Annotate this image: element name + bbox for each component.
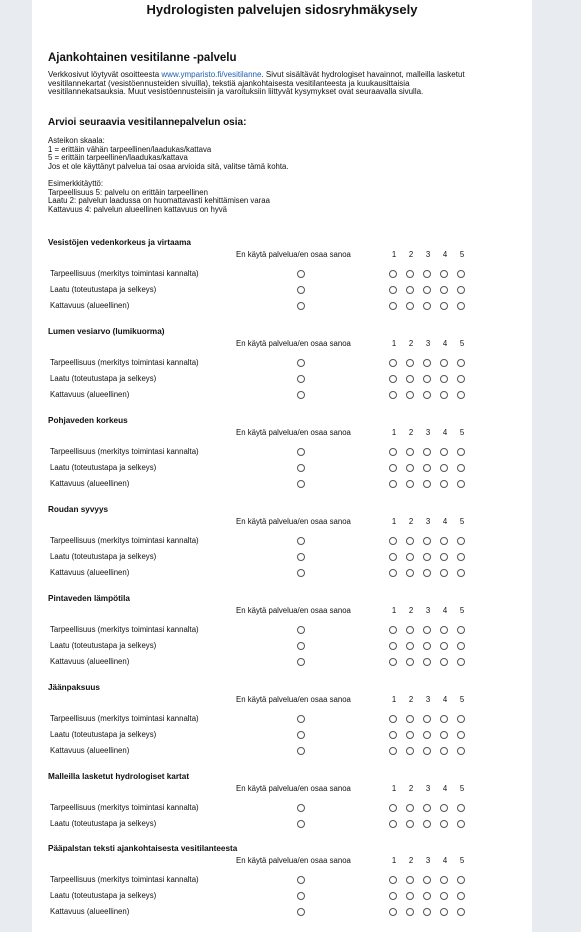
rating-row-label: Kattavuus (alueellinen) — [50, 479, 130, 488]
rating-3-radio-icon[interactable] — [423, 658, 431, 666]
survey-page — [32, 0, 532, 932]
rating-row-label: Tarpeellisuus (merkitys toimintasi kannalta) — [50, 625, 199, 634]
rating-2-radio-icon[interactable] — [406, 908, 414, 916]
rating-4-radio-icon[interactable] — [440, 892, 448, 900]
no-opinion-radio-icon[interactable] — [297, 569, 305, 577]
rating-5-radio-icon[interactable] — [457, 480, 465, 488]
rating-4-radio-icon[interactable] — [440, 359, 448, 367]
example-line: Kattavuus 4: palvelun alueellinen kattavuus on hyvä — [48, 204, 228, 214]
rating-row-label: Laatu (toteutustapa ja selkeys) — [50, 819, 157, 828]
rating-3-radio-icon[interactable] — [423, 892, 431, 900]
rating-row — [48, 801, 478, 815]
no-opinion-radio-icon[interactable] — [297, 804, 305, 812]
rating-5-radio-icon[interactable] — [457, 391, 465, 399]
rating-2-radio-icon[interactable] — [406, 569, 414, 577]
rating-row — [48, 728, 478, 742]
rating-1-radio-icon[interactable] — [389, 464, 397, 472]
rating-5-radio-icon[interactable] — [457, 448, 465, 456]
no-opinion-radio-icon[interactable] — [297, 876, 305, 884]
scale-number-header: 4 — [442, 517, 448, 526]
rating-2-radio-icon[interactable] — [406, 375, 414, 383]
section-title: Roudan syvyys — [48, 505, 109, 514]
rating-1-radio-icon[interactable] — [389, 731, 397, 739]
rating-row — [48, 873, 478, 887]
rating-1-radio-icon[interactable] — [389, 715, 397, 723]
rating-2-radio-icon[interactable] — [406, 804, 414, 812]
rating-4-radio-icon[interactable] — [440, 658, 448, 666]
rating-4-radio-icon[interactable] — [440, 448, 448, 456]
rating-4-radio-icon[interactable] — [440, 820, 448, 828]
scale-number-header: 2 — [408, 339, 414, 348]
intro-after-link: . Sivut sisältävät hydrologiset havainnot, malleilla lasketut vesitilannekartat (vesistöennusteiden sivuilla), tekstiä ajankohtaisesta vesitilanteesta ja kuukausittaisia vesitilannekatsauksia. Muut vesistöennusteisiin ja varoituksiin liittyvät kysymykset ovat seuraavalla sivulla. — [48, 70, 465, 97]
rating-5-radio-icon[interactable] — [457, 892, 465, 900]
rating-row-label: Kattavuus (alueellinen) — [50, 301, 130, 310]
no-opinion-radio-icon[interactable] — [297, 908, 305, 916]
scale-number-header: 1 — [391, 517, 397, 526]
scale-line: 5 = erittäin tarpeellinen/laadukas/kattava — [48, 153, 188, 163]
section-title: Jäänpaksuus — [48, 683, 100, 692]
rating-2-radio-icon[interactable] — [406, 553, 414, 561]
no-opinion-radio-icon[interactable] — [297, 302, 305, 310]
rating-5-radio-icon[interactable] — [457, 286, 465, 294]
scale-number-header: 1 — [391, 606, 397, 615]
rating-1-radio-icon[interactable] — [389, 876, 397, 884]
no-opinion-column-header: En käytä palvelua/en osaa sanoa — [236, 250, 351, 259]
rating-4-radio-icon[interactable] — [440, 553, 448, 561]
no-opinion-radio-icon[interactable] — [297, 464, 305, 472]
rating-2-radio-icon[interactable] — [406, 642, 414, 650]
rating-2-radio-icon[interactable] — [406, 715, 414, 723]
rating-row-label: Tarpeellisuus (merkitys toimintasi kannalta) — [50, 803, 199, 812]
rating-4-radio-icon[interactable] — [440, 391, 448, 399]
scale-number-header: 5 — [459, 695, 465, 704]
rating-5-radio-icon[interactable] — [457, 375, 465, 383]
rating-row — [48, 477, 478, 491]
section-title: Malleilla lasketut hydrologiset kartat — [48, 772, 190, 781]
rating-3-radio-icon[interactable] — [423, 302, 431, 310]
scale-number-header: 5 — [459, 784, 465, 793]
scale-number-header: 5 — [459, 250, 465, 259]
scale-number-header: 5 — [459, 339, 465, 348]
rating-row — [48, 655, 478, 669]
rating-4-radio-icon[interactable] — [440, 715, 448, 723]
rating-2-radio-icon[interactable] — [406, 480, 414, 488]
rating-row-label: Laatu (toteutustapa ja selkeys) — [50, 374, 157, 383]
rating-1-radio-icon[interactable] — [389, 359, 397, 367]
scale-number-header: 4 — [442, 250, 448, 259]
rating-5-radio-icon[interactable] — [457, 908, 465, 916]
rating-row — [48, 283, 478, 297]
rating-5-radio-icon[interactable] — [457, 537, 465, 545]
rating-1-radio-icon[interactable] — [389, 642, 397, 650]
rating-5-radio-icon[interactable] — [457, 626, 465, 634]
rating-row — [48, 905, 478, 919]
no-opinion-radio-icon[interactable] — [297, 747, 305, 755]
rating-1-radio-icon[interactable] — [389, 908, 397, 916]
scale-number-header: 3 — [425, 606, 431, 615]
rating-4-radio-icon[interactable] — [440, 908, 448, 916]
rating-5-radio-icon[interactable] — [457, 804, 465, 812]
rating-4-radio-icon[interactable] — [440, 626, 448, 634]
no-opinion-radio-icon[interactable] — [297, 820, 305, 828]
rating-5-radio-icon[interactable] — [457, 642, 465, 650]
example-line: Tarpeellisuus 5: palvelu on erittäin tarpeellinen — [48, 187, 208, 197]
rating-1-radio-icon[interactable] — [389, 747, 397, 755]
scale-number-header: 2 — [408, 517, 414, 526]
rating-3-radio-icon[interactable] — [423, 715, 431, 723]
rating-row-label: Laatu (toteutustapa ja selkeys) — [50, 285, 157, 294]
no-opinion-radio-icon[interactable] — [297, 731, 305, 739]
no-opinion-radio-icon[interactable] — [297, 480, 305, 488]
rating-row-label: Kattavuus (alueellinen) — [50, 390, 130, 399]
no-opinion-radio-icon[interactable] — [297, 375, 305, 383]
scale-number-header: 2 — [408, 695, 414, 704]
rating-3-radio-icon[interactable] — [423, 270, 431, 278]
rating-2-radio-icon[interactable] — [406, 537, 414, 545]
rating-5-radio-icon[interactable] — [457, 359, 465, 367]
no-opinion-radio-icon[interactable] — [297, 553, 305, 561]
section-title: Lumen vesiarvo (lumikuorma) — [48, 327, 165, 336]
no-opinion-radio-icon[interactable] — [297, 359, 305, 367]
rating-row-label: Kattavuus (alueellinen) — [50, 657, 130, 666]
scale-line: 1 = erittäin vähän tarpeellinen/laadukas/kattava — [48, 144, 212, 154]
rating-1-radio-icon[interactable] — [389, 569, 397, 577]
no-opinion-column-header: En käytä palvelua/en osaa sanoa — [236, 606, 351, 615]
scale-number-header: 3 — [425, 428, 431, 437]
no-opinion-radio-icon[interactable] — [297, 658, 305, 666]
section-title: Pääpalstan teksti ajankohtaisesta vesitilanteesta — [48, 844, 238, 853]
section-title: Pintaveden lämpötila — [48, 594, 130, 603]
scale-number-header: 5 — [459, 517, 465, 526]
rating-2-radio-icon[interactable] — [406, 892, 414, 900]
rating-3-radio-icon[interactable] — [423, 820, 431, 828]
rating-3-radio-icon[interactable] — [423, 731, 431, 739]
scale-instructions — [48, 137, 488, 214]
scale-number-header: 1 — [391, 428, 397, 437]
rating-2-radio-icon[interactable] — [406, 626, 414, 634]
no-opinion-radio-icon[interactable] — [297, 715, 305, 723]
rating-1-radio-icon[interactable] — [389, 391, 397, 399]
rating-5-radio-icon[interactable] — [457, 464, 465, 472]
no-opinion-radio-icon[interactable] — [297, 626, 305, 634]
rating-2-radio-icon[interactable] — [406, 820, 414, 828]
rating-4-radio-icon[interactable] — [440, 480, 448, 488]
no-opinion-radio-icon[interactable] — [297, 448, 305, 456]
rating-row — [48, 639, 478, 653]
rating-4-radio-icon[interactable] — [440, 375, 448, 383]
rating-1-radio-icon[interactable] — [389, 375, 397, 383]
no-opinion-column-header: En käytä palvelua/en osaa sanoa — [236, 517, 351, 526]
section-title: Vesistöjen vedenkorkeus ja virtaama — [48, 238, 191, 247]
rating-row-label: Kattavuus (alueellinen) — [50, 746, 130, 755]
rating-2-radio-icon[interactable] — [406, 747, 414, 755]
section-title: Pohjaveden korkeus — [48, 416, 128, 425]
scale-number-header: 2 — [408, 250, 414, 259]
rating-3-radio-icon[interactable] — [423, 569, 431, 577]
rating-3-radio-icon[interactable] — [423, 286, 431, 294]
rating-row-label: Tarpeellisuus (merkitys toimintasi kannalta) — [50, 875, 199, 884]
scale-line: Asteikon skaala: — [48, 136, 105, 145]
rating-4-radio-icon[interactable] — [440, 270, 448, 278]
scale-number-header: 2 — [408, 784, 414, 793]
scale-number-header: 1 — [391, 784, 397, 793]
no-opinion-column-header: En käytä palvelua/en osaa sanoa — [236, 784, 351, 793]
scale-number-header: 1 — [391, 856, 397, 865]
rating-row — [48, 712, 478, 726]
rating-4-radio-icon[interactable] — [440, 464, 448, 472]
rating-3-radio-icon[interactable] — [423, 553, 431, 561]
rating-5-radio-icon[interactable] — [457, 820, 465, 828]
rating-4-radio-icon[interactable] — [440, 731, 448, 739]
scale-number-header: 5 — [459, 606, 465, 615]
scale-line: Jos et ole käyttänyt palvelua tai osaa arvioida sitä, valitse tämä kohta. — [48, 161, 289, 171]
rating-1-radio-icon[interactable] — [389, 820, 397, 828]
rating-row — [48, 744, 478, 758]
rating-4-radio-icon[interactable] — [440, 876, 448, 884]
rating-2-radio-icon[interactable] — [406, 876, 414, 884]
scale-number-header: 4 — [442, 695, 448, 704]
rating-2-radio-icon[interactable] — [406, 302, 414, 310]
rating-row — [48, 817, 478, 831]
no-opinion-radio-icon[interactable] — [297, 391, 305, 399]
rating-row-label: Kattavuus (alueellinen) — [50, 568, 130, 577]
rating-row-label: Tarpeellisuus (merkitys toimintasi kannalta) — [50, 714, 199, 723]
rating-3-radio-icon[interactable] — [423, 464, 431, 472]
rating-3-radio-icon[interactable] — [423, 480, 431, 488]
rating-4-radio-icon[interactable] — [440, 302, 448, 310]
rating-row-label: Kattavuus (alueellinen) — [50, 907, 130, 916]
scale-number-header: 5 — [459, 856, 465, 865]
evaluate-heading: Arvioi seuraavia vesitilannepalvelun osia: — [48, 117, 247, 128]
scale-number-header: 3 — [425, 784, 431, 793]
no-opinion-radio-icon[interactable] — [297, 892, 305, 900]
scale-number-header: 3 — [425, 856, 431, 865]
rating-1-radio-icon[interactable] — [389, 553, 397, 561]
rating-5-radio-icon[interactable] — [457, 553, 465, 561]
rating-5-radio-icon[interactable] — [457, 731, 465, 739]
rating-1-radio-icon[interactable] — [389, 658, 397, 666]
scale-number-header: 3 — [425, 517, 431, 526]
rating-3-radio-icon[interactable] — [423, 375, 431, 383]
rating-3-radio-icon[interactable] — [423, 908, 431, 916]
rating-3-radio-icon[interactable] — [423, 876, 431, 884]
rating-row-label: Tarpeellisuus (merkitys toimintasi kannalta) — [50, 536, 199, 545]
rating-row — [48, 566, 478, 580]
scale-number-header: 1 — [391, 339, 397, 348]
rating-4-radio-icon[interactable] — [440, 804, 448, 812]
scale-number-header: 2 — [408, 428, 414, 437]
rating-5-radio-icon[interactable] — [457, 747, 465, 755]
service-heading: Ajankohtainen vesitilanne -palvelu — [48, 52, 237, 64]
intro-text — [48, 71, 488, 97]
rating-3-radio-icon[interactable] — [423, 391, 431, 399]
rating-3-radio-icon[interactable] — [423, 537, 431, 545]
rating-row — [48, 388, 478, 402]
scale-number-header: 3 — [425, 339, 431, 348]
rating-5-radio-icon[interactable] — [457, 715, 465, 723]
rating-1-radio-icon[interactable] — [389, 448, 397, 456]
rating-row — [48, 461, 478, 475]
scale-number-header: 4 — [442, 339, 448, 348]
rating-2-radio-icon[interactable] — [406, 731, 414, 739]
rating-row — [48, 372, 478, 386]
scale-number-header: 4 — [442, 784, 448, 793]
page-title: Hydrologisten palvelujen sidosryhmäkysely — [146, 2, 418, 17]
rating-4-radio-icon[interactable] — [440, 642, 448, 650]
rating-row — [48, 356, 478, 370]
rating-5-radio-icon[interactable] — [457, 270, 465, 278]
no-opinion-radio-icon[interactable] — [297, 270, 305, 278]
scale-number-header: 4 — [442, 856, 448, 865]
rating-row-label: Laatu (toteutustapa ja selkeys) — [50, 552, 157, 561]
rating-row — [48, 299, 478, 313]
vesitilanne-link[interactable]: www.ymparisto.fi/vesitilanne — [161, 70, 262, 79]
rating-row-label: Laatu (toteutustapa ja selkeys) — [50, 891, 157, 900]
rating-1-radio-icon[interactable] — [389, 804, 397, 812]
no-opinion-column-header: En käytä palvelua/en osaa sanoa — [236, 428, 351, 437]
rating-4-radio-icon[interactable] — [440, 286, 448, 294]
rating-1-radio-icon[interactable] — [389, 626, 397, 634]
rating-row — [48, 889, 478, 903]
rating-5-radio-icon[interactable] — [457, 302, 465, 310]
rating-3-radio-icon[interactable] — [423, 626, 431, 634]
rating-5-radio-icon[interactable] — [457, 569, 465, 577]
rating-4-radio-icon[interactable] — [440, 747, 448, 755]
rating-row-label: Laatu (toteutustapa ja selkeys) — [50, 463, 157, 472]
rating-1-radio-icon[interactable] — [389, 892, 397, 900]
rating-3-radio-icon[interactable] — [423, 747, 431, 755]
rating-1-radio-icon[interactable] — [389, 286, 397, 294]
rating-row — [48, 445, 478, 459]
rating-1-radio-icon[interactable] — [389, 270, 397, 278]
rating-2-radio-icon[interactable] — [406, 391, 414, 399]
rating-row — [48, 550, 478, 564]
no-opinion-radio-icon[interactable] — [297, 642, 305, 650]
scale-number-header: 3 — [425, 250, 431, 259]
intro-before-link: Verkkosivut löytyvät osoitteesta — [48, 70, 162, 79]
rating-5-radio-icon[interactable] — [457, 876, 465, 884]
rating-row — [48, 623, 478, 637]
rating-row-label: Laatu (toteutustapa ja selkeys) — [50, 730, 157, 739]
rating-2-radio-icon[interactable] — [406, 464, 414, 472]
rating-row-label: Tarpeellisuus (merkitys toimintasi kannalta) — [50, 358, 199, 367]
no-opinion-radio-icon[interactable] — [297, 537, 305, 545]
scale-number-header: 2 — [408, 606, 414, 615]
no-opinion-radio-icon[interactable] — [297, 286, 305, 294]
scale-number-header: 2 — [408, 856, 414, 865]
scale-number-header: 5 — [459, 428, 465, 437]
no-opinion-column-header: En käytä palvelua/en osaa sanoa — [236, 695, 351, 704]
rating-2-radio-icon[interactable] — [406, 658, 414, 666]
rating-1-radio-icon[interactable] — [389, 302, 397, 310]
example-line: Laatu 2: palvelun laadussa on huomattavasti kehittämisen varaa — [48, 196, 270, 206]
rating-4-radio-icon[interactable] — [440, 569, 448, 577]
rating-2-radio-icon[interactable] — [406, 359, 414, 367]
scale-number-header: 4 — [442, 606, 448, 615]
rating-3-radio-icon[interactable] — [423, 448, 431, 456]
scale-number-header: 4 — [442, 428, 448, 437]
rating-2-radio-icon[interactable] — [406, 270, 414, 278]
rating-3-radio-icon[interactable] — [423, 642, 431, 650]
rating-row-label: Tarpeellisuus (merkitys toimintasi kannalta) — [50, 269, 199, 278]
no-opinion-column-header: En käytä palvelua/en osaa sanoa — [236, 339, 351, 348]
scale-number-header: 3 — [425, 695, 431, 704]
rating-1-radio-icon[interactable] — [389, 480, 397, 488]
rating-row-label: Tarpeellisuus (merkitys toimintasi kannalta) — [50, 447, 199, 456]
rating-row-label: Laatu (toteutustapa ja selkeys) — [50, 641, 157, 650]
rating-3-radio-icon[interactable] — [423, 359, 431, 367]
rating-row — [48, 534, 478, 548]
rating-row — [48, 267, 478, 281]
rating-2-radio-icon[interactable] — [406, 448, 414, 456]
no-opinion-column-header: En käytä palvelua/en osaa sanoa — [236, 856, 351, 865]
rating-5-radio-icon[interactable] — [457, 658, 465, 666]
rating-2-radio-icon[interactable] — [406, 286, 414, 294]
scale-number-header: 1 — [391, 695, 397, 704]
rating-1-radio-icon[interactable] — [389, 537, 397, 545]
scale-number-header: 1 — [391, 250, 397, 259]
rating-3-radio-icon[interactable] — [423, 804, 431, 812]
rating-4-radio-icon[interactable] — [440, 537, 448, 545]
example-line: Esimerkkitäyttö: — [48, 178, 104, 188]
